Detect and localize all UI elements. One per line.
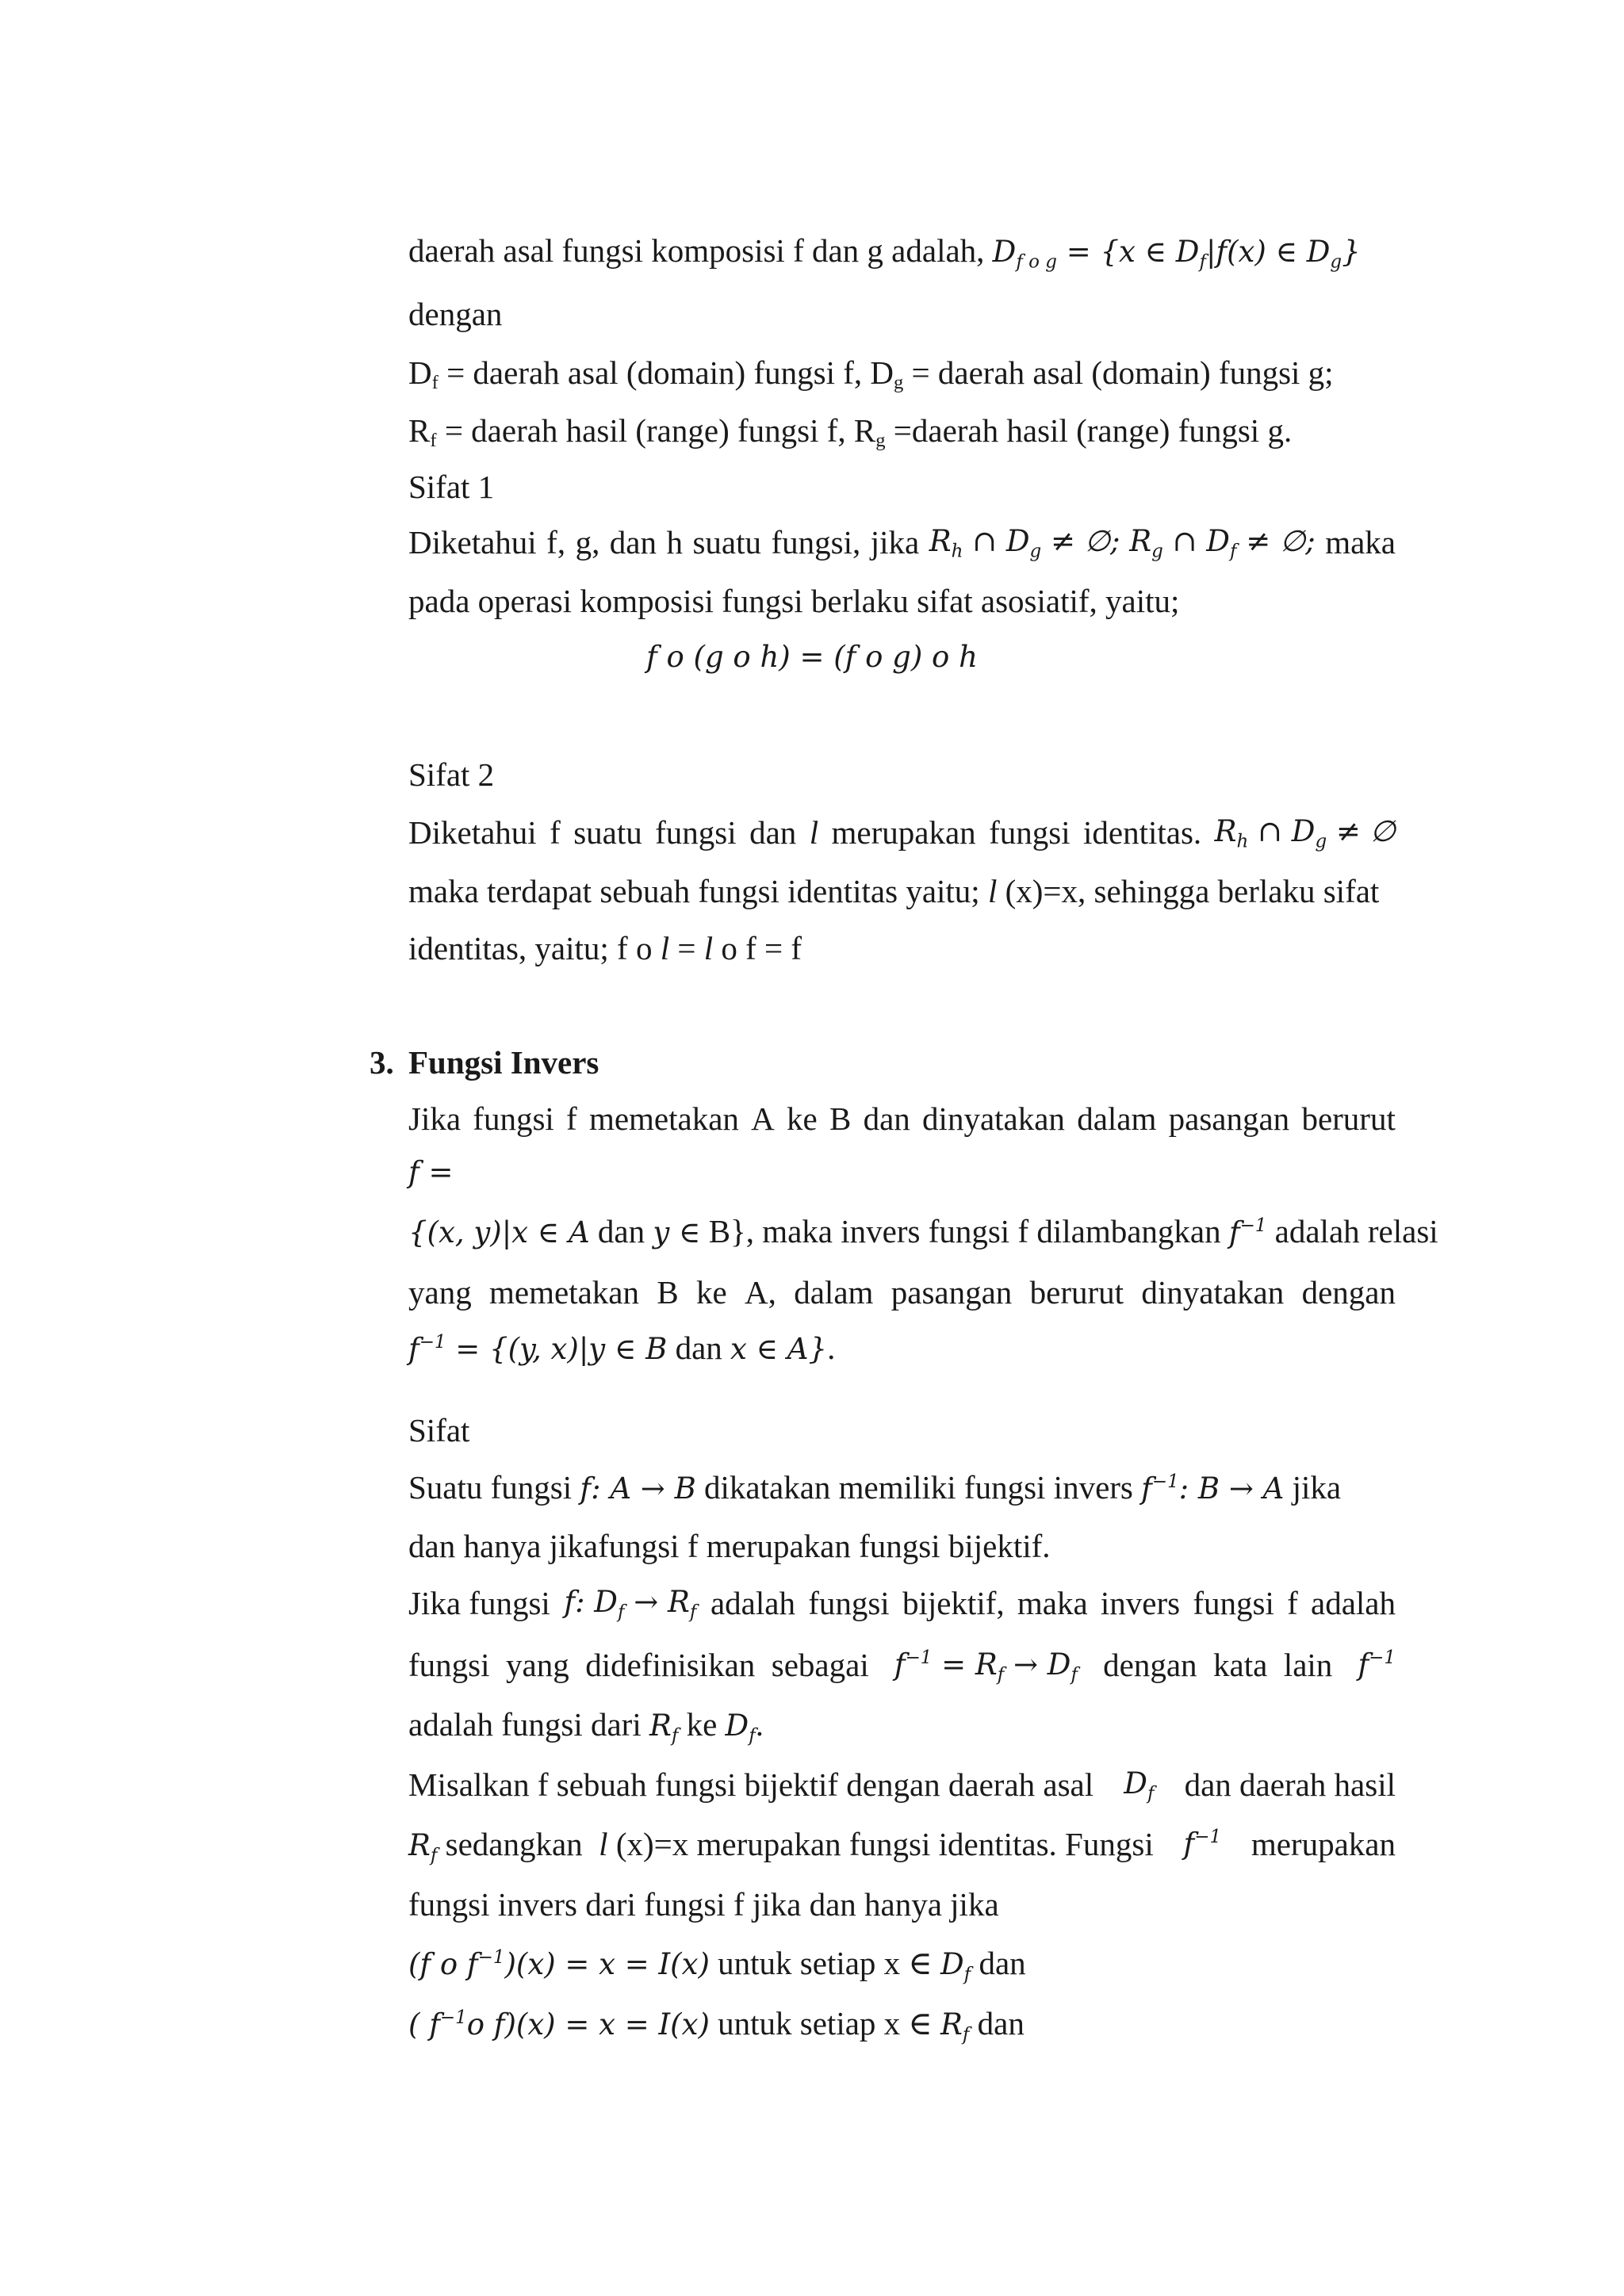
condition-formula: $R_h$ ∩ $D_g$ ≠ ∅; $R_g$ ∩ $D_f$ ≠ ∅; xyxy=(929,524,1316,562)
text-line: fungsi invers dari fungsi f jika dan hanya jika xyxy=(408,1886,999,1923)
composition-identity-formula-2: ( $f^{-1}o$ f)(x) = x = I(x) untuk setiap x ∈ $R_f$ dan xyxy=(408,2005,1025,2045)
formula-line: f = xyxy=(408,1155,454,1189)
text-line: adalah fungsi dari $R_f$ ke $D_f$. xyxy=(408,1706,764,1747)
condition-formula: $R_h$ ∩ $D_g$ ≠ ∅ xyxy=(1214,814,1396,852)
text-line: yang memetakan B ke A, dalam pasangan berurut dinyatakan dengan xyxy=(408,1274,1396,1311)
identity-line: identitas, yaitu; f o l = l o f = f xyxy=(408,930,802,966)
definition-domain-line: Df = daerah asal (domain) fungsi f, Dg = daerah asal (domain) fungsi g; xyxy=(408,354,1334,394)
section-heading xyxy=(370,1044,599,1081)
definition-range-line: Rf = daerah hasil (range) fungsi f, Rg =daerah hasil (range) fungsi g. xyxy=(408,412,1293,452)
identity-function-line: $R_f$ sedangkan l (x)=x merupakan fungsi identitas. Fungsi $f^{-1}$ merupakan xyxy=(408,1826,1396,1866)
property-heading-1: Sifat 1 xyxy=(408,469,495,505)
inverse-definition-line-2: fungsi yang didefinisikan sebagai $f^{-1} = R_f \to D_f$ dengan kata lain $f^{-1}$ xyxy=(408,1647,1396,1686)
text-line: pada operasi komposisi fungsi berlaku sifat asosiatif, yaitu; xyxy=(408,583,1180,619)
property-heading-3: Sifat xyxy=(408,1412,470,1448)
property-2-line: Diketahui f suatu fungsi dan l merupakan fungsi identitas. $R_h$ ∩ $D_g$ ≠ ∅ xyxy=(408,814,1396,852)
text-line: Misalkan f sebuah fungsi bijektif dengan daerah asal $D_f$ dan daerah hasil xyxy=(408,1766,1396,1804)
property-heading-2: Sifat 2 xyxy=(408,756,495,793)
property-1-condition-line: Diketahui f, g, dan h suatu fungsi, jika $R_h$ ∩ $D_g$ ≠ ∅; $R_g$ ∩ $D_f$ ≠ ∅; maka xyxy=(408,524,1396,562)
bijective-line: Jika fungsi f: $D_f \to R_f$ adalah fungsi bijektif, maka invers fungsi f adalah xyxy=(408,1585,1396,1623)
section-title: Fungsi Invers xyxy=(408,1044,599,1081)
text-line: dan hanya jikafungsi f merupakan fungsi bijektif. xyxy=(408,1528,1051,1564)
inverse-property-line: Suatu fungsi f: A → B dikatakan memiliki fungsi invers $f^{-1}$: B → A jika xyxy=(408,1469,1342,1506)
section-number: 3. xyxy=(370,1044,394,1081)
inverse-formula-line: $f^{-1} = \{(y$, x)|y ∈ B dan x ∈ A}. xyxy=(408,1330,836,1366)
text-line: dengan xyxy=(408,296,503,332)
associative-equation: f o (g o h) = (f o g) o h xyxy=(646,640,978,674)
text-line: Jika fungsi f memetakan A ke B dan dinyatakan dalam pasangan berurut xyxy=(408,1100,1396,1137)
domain-formula: $D_{f o g} = \{x$ ∈ $D_f|f(x)$ ∈ $D_g$} xyxy=(992,235,1361,273)
text-line: maka terdapat sebuah fungsi identitas yaitu; l (x)=x, sehingga berlaku sifat xyxy=(408,873,1380,909)
domain-composition-line xyxy=(408,232,1361,273)
text: daerah asal fungsi komposisi f dan g adalah, xyxy=(408,232,985,269)
inverse-definition-line: {(x, y)|x ∈ A dan y ∈ B}, maka invers fungsi f dilambangkan $f^{-1}$ adalah relasi xyxy=(408,1213,1438,1249)
composition-identity-formula-1: (f o $f^{-1})(x) = x = I(x)$ untuk setiap x ∈ $D_f$ dan xyxy=(408,1945,1026,1985)
